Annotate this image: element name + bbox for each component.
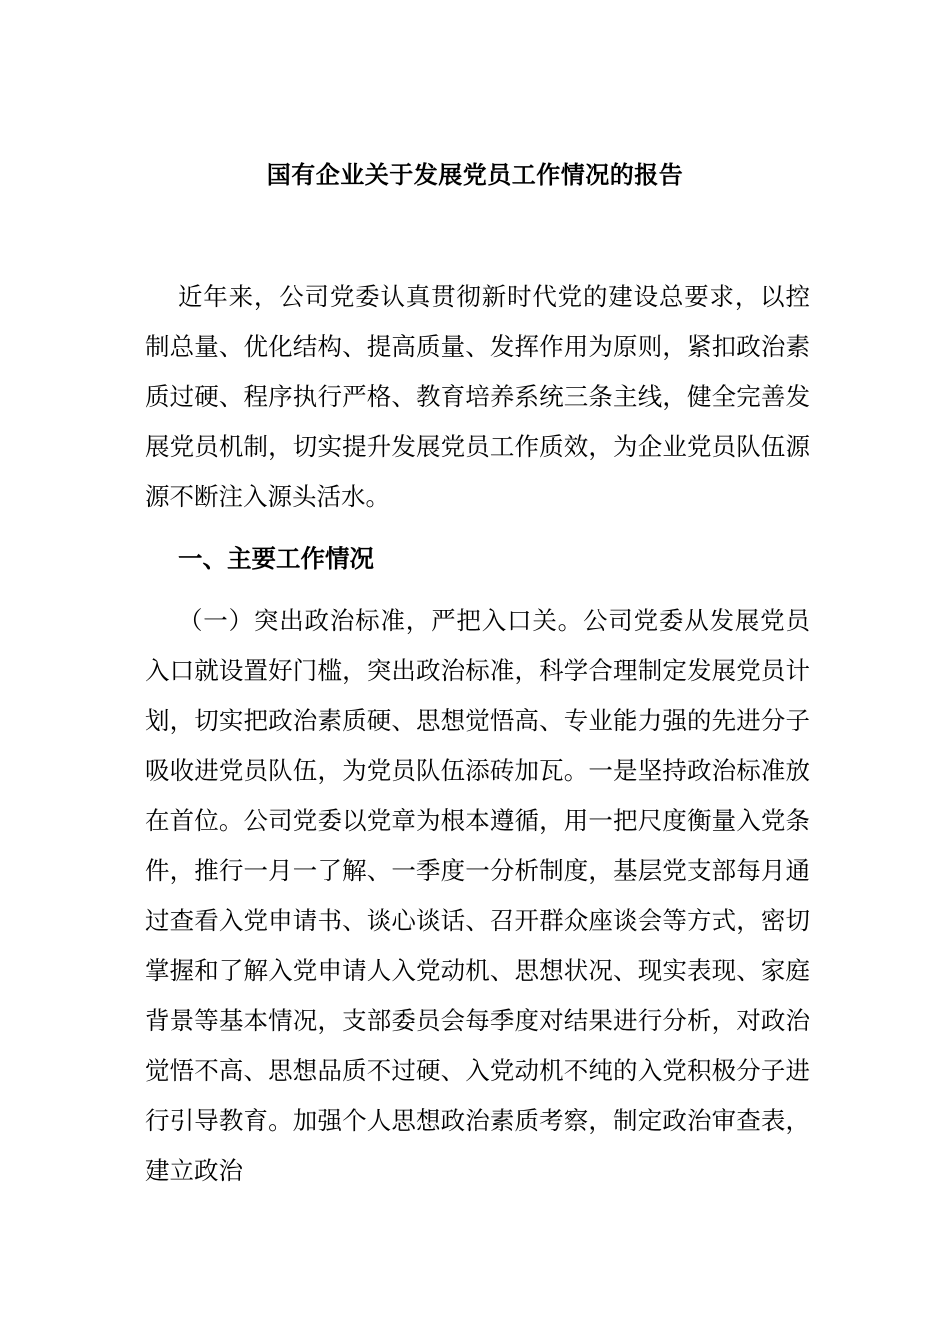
document-title: 国有企业关于发展党员工作情况的报告 [266, 161, 684, 189]
section-heading: 一、主要工作情况 [178, 544, 374, 573]
intro-paragraph: 近年来，公司党委认真贯彻新时代党的建设总要求，以控制总量、优化结构、提高质量、发挥作用为原则，紧扣政治素质过硬、程序执行严格、教育培养系统三条主线，健全完善发展党员机制，切实提升发展党员工作质效，为企业党员队伍源源不断注入源头活水。 [145, 282, 810, 511]
section-1-paragraph: （一）突出政治标准，严把入口关。公司党委从发展党员入口就设置好门槛，突出政治标准，科学合理制定发展党员计划，切实把政治素质硬、思想觉悟高、专业能力强的先进分子吸收进党员队伍，为党员队伍添砖加瓦。一是坚持政治标准放在首位。公司党委以党章为根本遵循，用一把尺度衡量入党条件，推行一月一了解、一季度一分析制度，基层党支部每月通过查看入党申请书、谈心谈话、召开群众座谈会等方式，密切掌握和了解入党申请人入党动机、思想状况、现实表现、家庭背景等基本情况，支部委员会每季度对结果进行分析，对政治觉悟不高、思想品质不过硬、入党动机不纯的入党积极分子进行引导教育。加强个人思想政治素质考察，制定政治审查表，建立政治 [145, 606, 810, 1185]
